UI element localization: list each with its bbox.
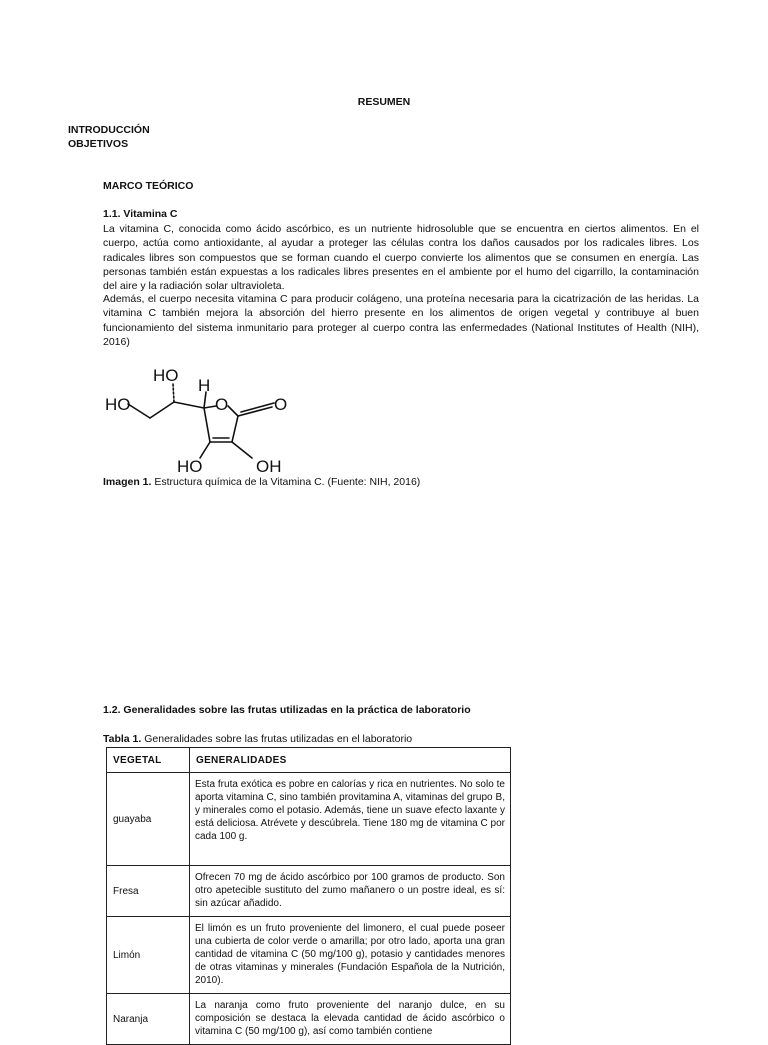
cell-fruit-name: guayaba [107, 773, 190, 866]
header-generalidades: GENERALIDADES [190, 748, 511, 773]
hydroxyl-label-bottom-left: HO [177, 457, 203, 476]
cell-fruit-description: El limón es un fruto proveniente del limonero, el cual puede poseer una cubierta de color verde o amarilla; por otro lado, aporta una gran cantidad de vitamina C (50 mg/100 g), potasio y cantidades menores de otras vitaminas y minerales (Fundación Española de la Nutrición, 2010). [190, 917, 511, 994]
cell-fruit-name: Naranja [107, 994, 190, 1045]
vitamin-c-heading: 1.1. Vitamina C [103, 208, 178, 220]
introduction-heading: INTRODUCCIÓN [68, 124, 150, 136]
table-caption [103, 733, 412, 745]
cell-fruit-description: Ofrecen 70 mg de ácido ascórbico por 100 gramos de producto. Son otro apetecible sustituto del zumo mañanero o un postre ideal, es sí: sin azúcar añadido. [190, 866, 511, 917]
fruits-table [106, 747, 511, 1045]
cell-fruit-name: Limón [107, 917, 190, 994]
table-caption-label: Tabla 1. [103, 733, 142, 745]
table-row [107, 994, 511, 1045]
figure-caption-text: Estructura química de la Vitamina C. (Fuente: NIH, 2016) [151, 476, 421, 488]
summary-heading: RESUMEN [357, 96, 411, 108]
figure-caption-label: Imagen 1. [103, 476, 152, 488]
hydroxyl-label-top: HO [153, 366, 179, 385]
header-vegetal: VEGETAL [107, 748, 190, 773]
fruits-table-container [106, 747, 511, 1045]
objectives-heading: OBJETIVOS [68, 138, 129, 150]
hydroxyl-label-bottom-right: OH [256, 457, 282, 476]
fruits-section-heading: 1.2. Generalidades sobre las frutas utilizadas en la práctica de laboratorio [103, 704, 471, 716]
table-row [107, 773, 511, 866]
carbonyl-oxygen-label: O [274, 395, 288, 414]
cell-fruit-name: Fresa [107, 866, 190, 917]
hydrogen-label: H [198, 376, 211, 395]
ring-oxygen-label: O [215, 395, 229, 414]
cell-fruit-description: La naranja como fruto proveniente del naranjo dulce, en su composición se destaca la elevada cantidad de ácido ascórbico o vitamina C (50 mg/100 g), así como también contiene [190, 994, 511, 1045]
paragraph-vitamin-c-intro: La vitamina C, conocida como ácido ascórbico, es un nutriente hidrosoluble que se encuentra en ciertos alimentos. En el cuerpo, actúa como antioxidante, al ayudar a proteger las células contra los daños causados por los radicales libres. Los radicales libres son compuestos que se forman cuando el cuerpo convierte los alimentos que se consumen en energía. Las personas también están expuestas a los radicales libres presentes en el ambiente por el humo del cigarrillo, la contaminación del aire y la radiación solar ultravioleta. [103, 223, 699, 293]
table-caption-text: Generalidades sobre las frutas utilizadas en el laboratorio [141, 733, 413, 745]
table-row [107, 866, 511, 917]
paragraph-vitamin-c-functions: Además, el cuerpo necesita vitamina C para producir colágeno, una proteína necesaria para la cicatrización de las heridas. La vitamina C también mejora la absorción del hierro presente en los alimentos de origen vegetal y contribuye al buen funcionamiento del sistema inmunitario para proteger al cuerpo contra las enfermedades (National Institutes of Health (NIH), 2016) [103, 293, 699, 348]
table-row [107, 917, 511, 994]
cell-fruit-description: Esta fruta exótica es pobre en calorías y rica en nutrientes. No solo te aporta vitamina C, sino también provitamina A, vitaminas del grupo B, y minerales como el potasio. Además, tiene un suave efecto laxante y está deliciosa. Atrévete y descúbrela. Tiene 180 mg de vitamina C por cada 100 g. [190, 773, 511, 866]
figure-caption [103, 476, 420, 488]
theory-heading: MARCO TEÓRICO [103, 180, 194, 192]
vitamin-c-structure-diagram [100, 362, 300, 477]
hydroxyl-label-left: HO [105, 395, 131, 414]
table-header-row [107, 748, 511, 773]
